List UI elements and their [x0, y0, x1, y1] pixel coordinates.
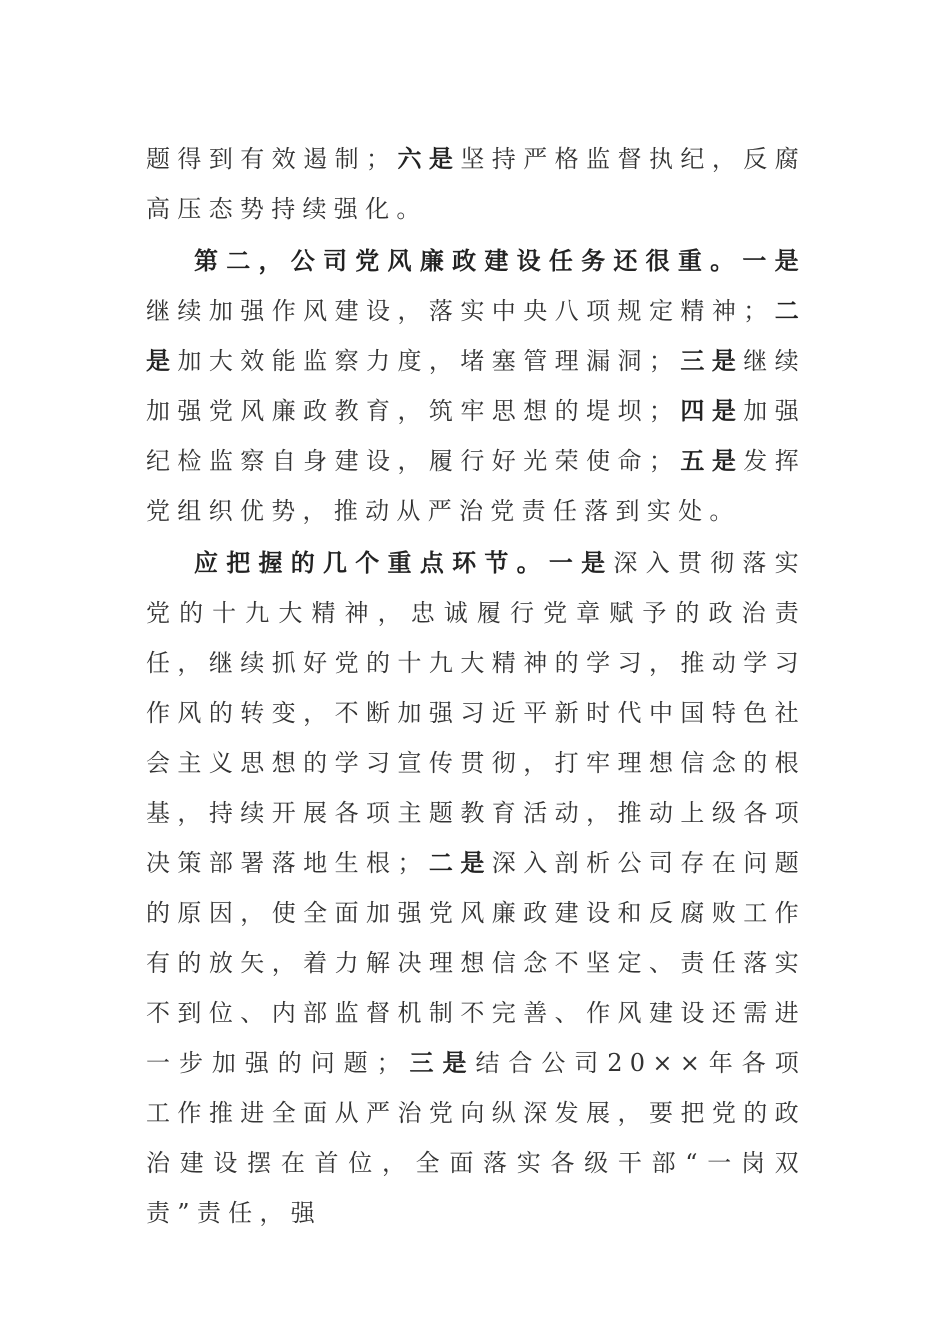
paragraph-text: 继续加强党风廉政教育，筑牢思想的堤坝；: [146, 347, 806, 425]
enumerator-bold: 三是: [680, 347, 744, 375]
paragraph-text: 发挥党组织优势，推动从严治党责任落到实处。: [146, 447, 806, 525]
paragraph-text: 坚持严格监督执纪，反腐高压态势持续强化。: [146, 145, 806, 223]
paragraph-heading-bold: 应把握的几个重点环节。: [194, 549, 549, 577]
enumerator-bold: 六是: [397, 145, 461, 173]
paragraph-text: 题得到有效遏制；: [146, 145, 398, 173]
paragraph-text: 结合公司20××年各项工作推进全面从严治党向纵深发展，要把党的政治建设摆在首位，全面落实各级干部“一岗双责”责任，强: [146, 1049, 806, 1227]
enumerator-bold: 四是: [680, 397, 744, 425]
paragraph-text: 加强纪检监察自身建设，履行好光荣使命；: [146, 397, 806, 475]
paragraph-text: 继续加强作风建设，落实中央八项规定精神；: [146, 297, 775, 325]
paragraph-continued: [146, 134, 806, 234]
document-page: [146, 134, 806, 1238]
paragraph-heading-bold: 第二，公司党风廉政建设任务还很重。: [194, 247, 743, 275]
paragraph-text: 深入贯彻落实党的十九大精神，忠诚履行党章赋予的政治责任，继续抓好党的十九大精神的学习，推动学习作风的转变，不断加强习近平新时代中国特色社会主义思想的学习宣传贯彻，打牢理想信念的根基，持续开展各项主题教育活动，推动上级各项决策部署落地生根；: [146, 549, 806, 877]
enumerator-bold: 三是: [407, 1049, 476, 1077]
enumerator-bold: 一是: [742, 247, 806, 275]
paragraph-text: 深入剖析公司存在问题的原因，使全面加强党风廉政建设和反腐败工作有的放矢，着力解决理想信念不坚定、责任落实不到位、内部监督机制不完善、作风建设还需进一步加强的问题；: [146, 849, 807, 1077]
paragraph-second-point: [146, 236, 806, 536]
enumerator-bold: 五是: [680, 447, 744, 475]
paragraph-text: 加大效能监察力度，堵塞管理漏洞；: [177, 347, 681, 375]
enumerator-bold: 二是: [146, 297, 806, 375]
paragraph-key-points: [146, 538, 806, 1238]
enumerator-bold: 一是: [548, 549, 614, 577]
enumerator-bold: 二是: [428, 849, 492, 877]
